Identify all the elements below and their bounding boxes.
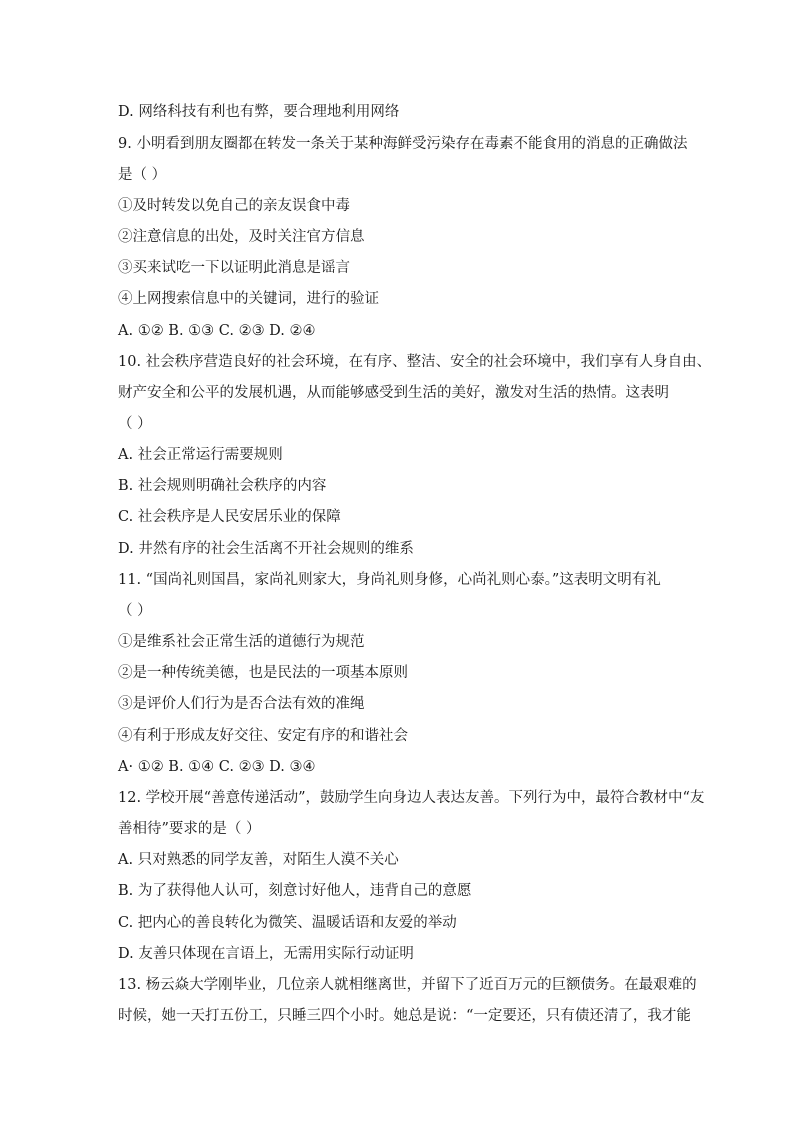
- q9-statement-4: ④上网搜索信息中的关键词，进行的验证: [118, 291, 379, 307]
- q9-options: A. ①② B. ①③ C. ②③ D. ②④: [118, 323, 316, 339]
- q10-stem: 10. 社会秩序营造良好的社会环境，在有序、整洁、安全的社会环境中，我们享有人身自由、: [118, 354, 712, 370]
- q10-option-d: D. 井然有序的社会生活离不开社会规则的维系: [118, 541, 414, 557]
- q9-statement-3: ③买来试吃一下以证明此消息是谣言: [118, 260, 350, 276]
- q12-option-a: A. 只对熟悉的同学友善，对陌生人漠不关心: [118, 852, 399, 868]
- q11-options: A· ①② B. ①④ C. ②③ D. ③④: [118, 759, 316, 775]
- q10-option-c: C. 社会秩序是人民安居乐业的保障: [118, 509, 341, 525]
- q11-statement-1: ①是维系社会正常生活的道德行为规范: [118, 634, 365, 650]
- q11-stem: 11. “国尚礼则国昌，家尚礼则家大，身尚礼则身修，心尚礼则心泰。”这表明文明有礼: [118, 572, 661, 588]
- q9-statement-1: ①及时转发以免自己的亲友误食中毒: [118, 198, 350, 214]
- q9-stem-cont: 是（ ）: [118, 167, 167, 183]
- q12-stem: 12. 学校开展“善意传递活动”，鼓励学生向身边人表达友善。下列行为中，最符合教材中“友: [118, 790, 705, 806]
- q11-statement-4: ④有利于形成友好交往、安定有序的和谐社会: [118, 728, 408, 744]
- q13-stem-cont: 时候，她一天打五份工，只睡三四个小时。她总是说：“一定要还，只有债还清了，我才能: [118, 1008, 691, 1024]
- q12-stem-cont: 善相待”要求的是（ ）: [118, 821, 261, 837]
- q10-option-a: A. 社会正常运行需要规则: [118, 447, 283, 463]
- q10-stem-cont: 财产安全和公平的发展机遇，从而能够感受到生活的美好，激发对生活的热情。这表明: [118, 385, 669, 401]
- q9-stem: 9. 小明看到朋友圈都在转发一条关于某种海鲜受污染存在毒素不能食用的消息的正确做法: [118, 136, 688, 152]
- q13-stem: 13. 杨云焱大学刚毕业，几位亲人就相继离世，并留下了近百万元的巨额债务。在最艰难的: [118, 977, 697, 993]
- q12-option-b: B. 为了获得他人认可，刻意讨好他人，违背自己的意愿: [118, 883, 472, 899]
- q12-option-c: C. 把内心的善良转化为微笑、温暖话语和友爱的举动: [118, 915, 457, 931]
- q9-statement-2: ②注意信息的出处，及时关注官方信息: [118, 229, 365, 245]
- q11-statement-3: ③是评价人们行为是否合法有效的准绳: [118, 696, 365, 712]
- q11-statement-2: ②是一种传统美德，也是民法的一项基本原则: [118, 665, 408, 681]
- q10-stem-paren: （ ）: [118, 416, 152, 432]
- q12-option-d: D. 友善只体现在言语上，无需用实际行动证明: [118, 946, 414, 962]
- q11-stem-paren: （ ）: [118, 603, 152, 619]
- q10-option-b: B. 社会规则明确社会秩序的内容: [118, 478, 327, 494]
- q8-option-d: D. 网络科技有利也有弊，要合理地利用网络: [118, 104, 400, 120]
